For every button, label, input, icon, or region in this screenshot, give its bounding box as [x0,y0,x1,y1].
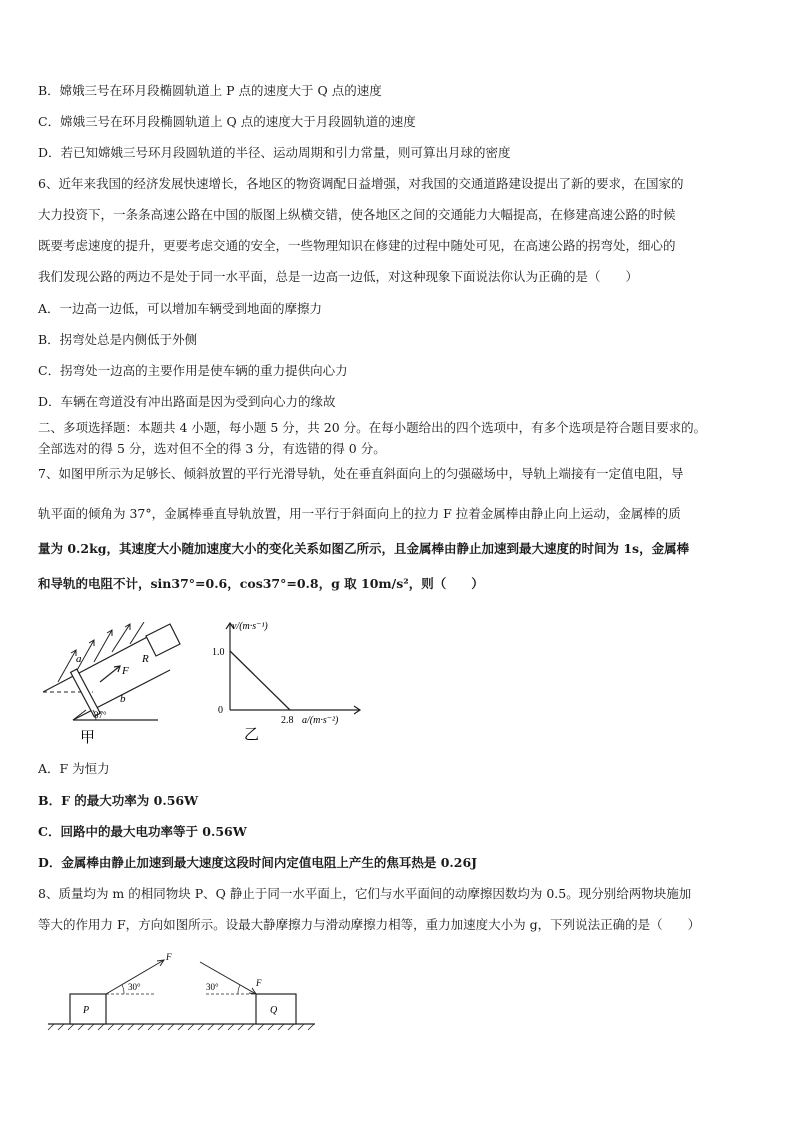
label-q: Q [270,1005,278,1016]
label-a: a [76,653,82,665]
question-6-line-4: 我们发现公路的两边不是处于同一水平面，总是一边高一边低，对这种现象下面说法你认为正确的是（ ） [38,269,639,284]
figure-yi-graph [210,615,380,745]
y-axis-label: v/(m·s⁻¹) [232,621,268,632]
question-6-line-3: 既要考虑速度的提升，更要考虑交通的安全，一些物理知识在修建的过程中随处可见，在高速公路的拐弯处，细心的 [38,238,676,253]
option-a-q6: A．一边高一边低，可以增加车辆受到地面的摩擦力 [38,301,323,316]
figure-jia-incline [38,622,218,747]
label-p: P [83,1005,90,1016]
option-b-q6: B．拐弯处总是内侧低于外侧 [38,332,198,347]
label-r: R [142,653,149,665]
origin-label: 0 [218,705,223,716]
label-b: b [120,693,126,705]
question-7-line-2: 轨平面的倾角为 37°，金属棒垂直导轨放置，用一平行于斜面向上的拉力 F 拉着金属棒由静止向上运动，金属棒的质 [38,506,681,521]
x-axis-label: a/(m·s⁻²) [302,715,339,726]
option-b-q7: B．F 的最大功率为 0.56W [38,793,199,808]
option-c-q5: C．嫦娥三号在环月段椭圆轨道上 Q 点的速度大于月段圆轨道的速度 [38,114,416,129]
y-tick-1-0: 1.0 [212,647,225,658]
caption-yi: 乙 [244,727,260,743]
v-a-line [230,651,290,710]
label-f: F [122,665,129,677]
label-angle-37: 37° [94,710,107,720]
option-d-q7: D．金属棒由静止加速到最大速度这段时间内定值电阻上产生的焦耳热是 0.26J [38,855,478,870]
label-f-left: F [166,952,172,962]
question-6-line-1: 6、近年来我国的经济发展快速增长，各地区的物资调配日益增强，对我国的交通道路建设提出了新的要求，在国家的 [38,176,684,191]
option-b-q5: B．嫦娥三号在环月段椭圆轨道上 P 点的速度大于 Q 点的速度 [38,83,382,98]
label-angle-right: 30° [206,982,219,992]
option-a-q7: A．F 为恒力 [38,761,110,776]
figure-blocks-pq [40,950,330,1040]
section-2-heading-line-2: 全部选对的得 5 分，选对但不全的得 3 分，有选错的得 0 分。 [38,441,386,456]
question-8-line-1: 8、质量均为 m 的相同物块 P、Q 静止于同一水平面上，它们与水平面间的动摩擦因数均为 0.5。现分别给两物块施加 [38,886,692,901]
option-c-q7: C．回路中的最大电功率等于 0.56W [38,824,247,839]
question-7-line-3: 量为 0.2kg，其速度大小随加速度大小的变化关系如图乙所示，且金属棒由静止加速到最大速度的时间为 1s，金属棒 [38,541,690,556]
label-angle-left: 30° [128,982,141,992]
x-tick-2-8: 2.8 [281,715,294,726]
question-7-line-4: 和导轨的电阻不计，sin37°=0.6，cos37°=0.8，g 取 10m/s²，则（ ） [38,576,484,591]
option-c-q6: C．拐弯处一边高的主要作用是使车辆的重力提供向心力 [38,363,348,378]
question-8-line-2: 等大的作用力 F，方向如图所示。设最大静摩擦力与滑动摩擦力相等，重力加速度大小为 g，下列说法正确的是（ ） [38,917,701,932]
option-d-q6: D．车辆在弯道没有冲出路面是因为受到向心力的缘故 [38,394,336,409]
option-d-q5: D．若已知嫦娥三号环月段圆轨道的半径、运动周期和引力常量，则可算出月球的密度 [38,145,511,160]
question-6-line-2: 大力投资下，一条条高速公路在中国的版图上纵横交错，使各地区之间的交通能力大幅提高，在修建高速公路的时候 [38,207,676,222]
caption-jia: 甲 [80,730,96,746]
label-f-right: F [256,978,262,988]
section-2-heading-line-1: 二、多项选择题：本题共 4 小题，每小题 5 分，共 20 分。在每小题给出的四个选项中，有多个选项是符合题目要求的。 [38,420,707,435]
question-7-line-1: 7、如图甲所示为足够长、倾斜放置的平行光滑导轨，处在垂直斜面向上的匀强磁场中，导轨上端接有一定值电阻，导 [38,466,684,481]
